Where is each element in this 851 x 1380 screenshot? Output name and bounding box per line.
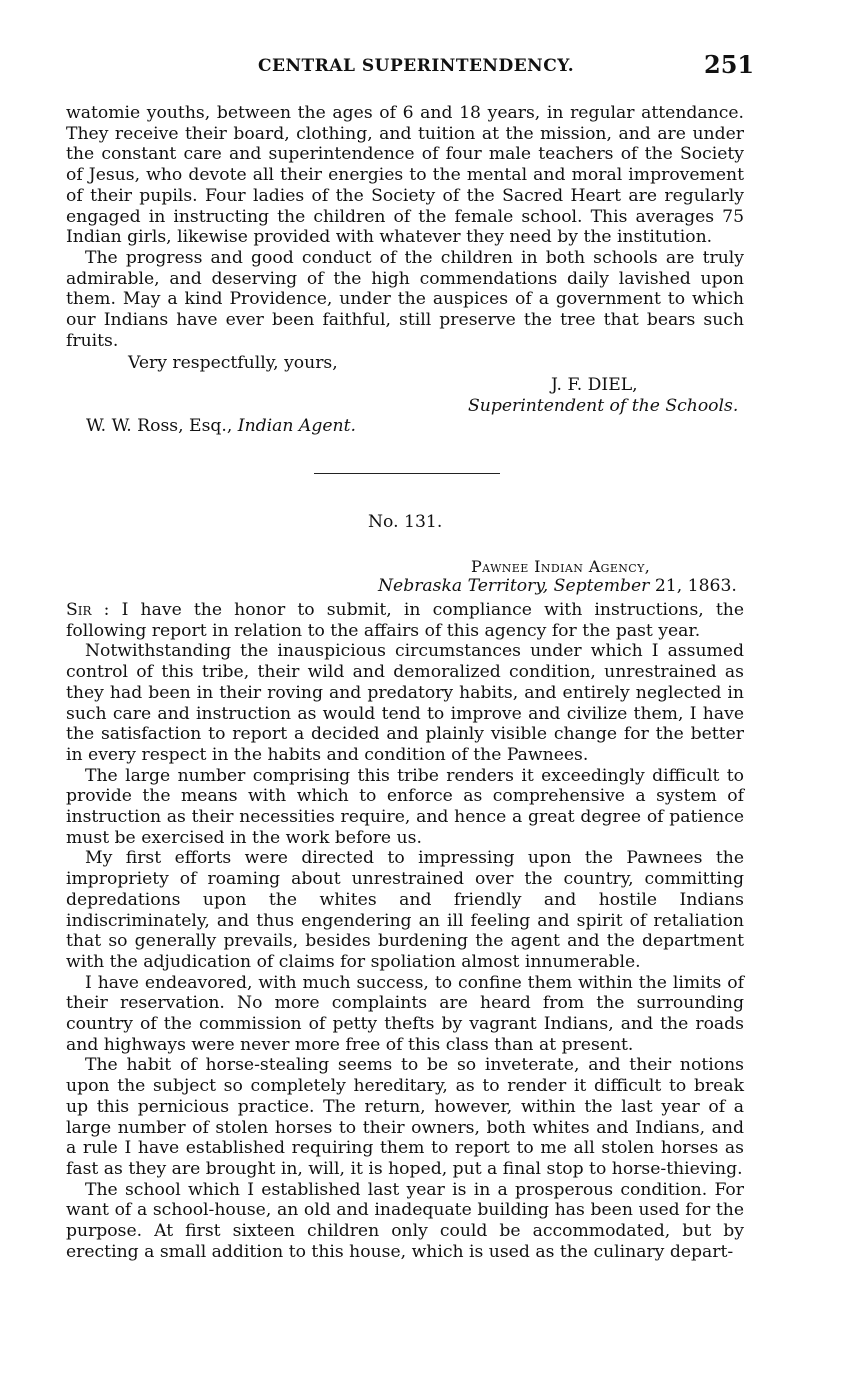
letter2-paragraph: Notwithstanding the inauspicious circumstances under which I assumed control of this tribe, their wild and demoralized condition, unrestrained as they had been in their roving and predatory habits, and entirely neglected in such care and instruction as would tend to improve and civilize them, I have the satisfaction to report a decided and plainly visible change for the better in every respect in the habits and condition of the Pawnees. <box>66 641 744 765</box>
addressee-name: W. W. Ross, Esq., <box>86 416 233 436</box>
running-head: CENTRAL SUPERINTENDENCY. <box>258 56 575 76</box>
letter1-paragraph: The progress and good conduct of the children in both schools are truly admirable, and deserving of the high commendations daily lavished upon them. May a kind Providence, under the auspices of a government to which our Indians have ever been faithful, still preserve the tree that bears such fruits. <box>66 248 744 351</box>
document-number: No. 131. <box>368 512 443 532</box>
letter1-signature-title: Superintendent of the Schools. <box>468 396 739 416</box>
dateline-date: 21, 1863. <box>654 576 737 596</box>
letter2-paragraph: The school which I established last year is in a prosperous condition. For want of a school-house, an old and inadequate building has been used for the purpose. At first sixteen children only could be accommodated, but by erecting a small addition to this house, which is used as the culinary depart- <box>66 1179 744 1262</box>
letter2-paragraph-text: I have the honor to submit, in compliance with instructions, the following report in relation to the affairs of this agency for the past year. <box>66 600 745 641</box>
dateline <box>378 576 737 596</box>
dateline-place: Nebraska Territory, September <box>378 576 650 596</box>
section-divider <box>314 473 500 474</box>
letter2-paragraph: The habit of horse-stealing seems to be so inveterate, and their notions upon the subject so completely hereditary, as to render it difficult to break up this pernicious practice. The return, however, within the last year of a large number of stolen horses to their owners, both whites and Indians, and a rule I have established requiring them to report to me all stolen horses as fast as they are brought in, will, it is hoped, put a final stop to horse-thieving. <box>66 1055 744 1179</box>
salutation: Sir : <box>66 600 110 620</box>
letter1-body-part1 <box>66 103 744 248</box>
letter1-paragraph: watomie youths, between the ages of 6 and 18 years, in regular attendance. They receive their board, clothing, and tuition at the mission, and are under the constant care and superintendence of four male teachers of the Society of Jesus, who devote all their energies to the mental and moral improvement of their pupils. Four ladies of the Society of the Sacred Heart are regularly engaged in instructing the children of the female school. This averages 75 Indian girls, likewise provided with whatever they need by the institution. <box>66 103 744 248</box>
addressee-title: Indian Agent. <box>237 416 356 436</box>
letter2-body <box>66 600 744 1263</box>
page-number: 251 <box>704 50 755 79</box>
letter1-addressee <box>86 416 356 436</box>
letter1-closing: Very respectfully, yours, <box>128 353 338 373</box>
letter1-body-part2 <box>66 248 744 352</box>
letter2-paragraph <box>66 600 744 641</box>
letter2-paragraph: The large number comprising this tribe renders it exceedingly difficult to provide the means with which to enforce as comprehensive a system of instruction as their necessities require, and hence a great degree of patience must be exercised in the work before us. <box>66 765 744 848</box>
agency-heading: Pawnee Indian Agency, <box>471 557 651 576</box>
letter2-paragraph: My first efforts were directed to impressing upon the Pawnees the impropriety of roaming about unrestrained over the country, committing depredations upon the whites and friendly and hostile Indians indiscriminately, and thus engendering an ill feeling and spirit of retaliation that so generally prevails, besides burdening the agent and the department with the adjudication of claims for spoliation almost innumerable. <box>66 848 744 972</box>
letter2-paragraph: I have endeavored, with much success, to confine them within the limits of their reservation. No more complaints are heard from the surrounding country of the commission of petty thefts by vagrant Indians, and the roads and highways were never more free of this class than at present. <box>66 972 744 1055</box>
letter1-signature-name: J. F. DIEL, <box>551 375 638 395</box>
